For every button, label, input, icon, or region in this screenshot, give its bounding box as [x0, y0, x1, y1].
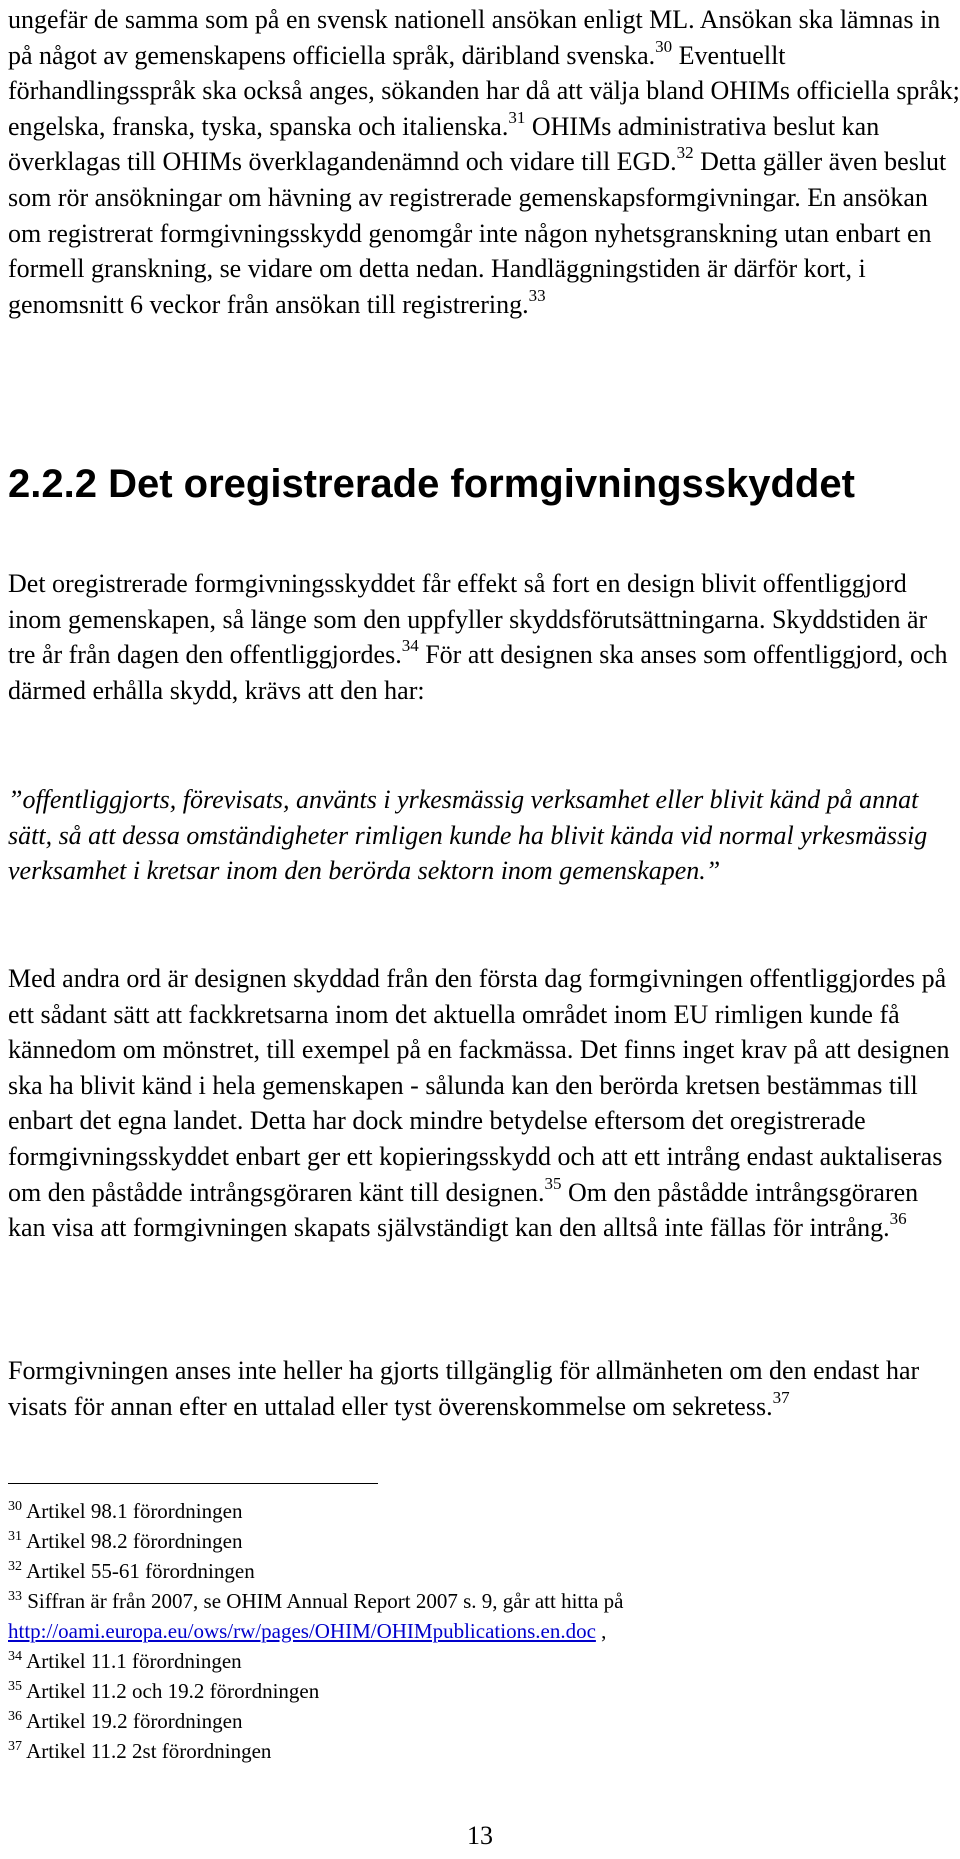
- footnote-text: Artikel 11.1 förordningen: [22, 1649, 242, 1673]
- footnote-ref-30[interactable]: 30: [655, 36, 673, 56]
- footnote: [8, 1646, 958, 1676]
- text-run: Formgivningen anses inte heller ha gjorts tillgänglig för allmänheten om den endast har visats för annan efter en uttalad eller tyst överenskommelse om sekretess.: [8, 1356, 920, 1421]
- footnote-number: 33: [8, 1589, 22, 1604]
- footnote-ref-34[interactable]: 34: [401, 636, 419, 656]
- footnotes: [8, 1496, 958, 1766]
- footnote-text: Artikel 11.2 och 19.2 förordningen: [22, 1679, 320, 1703]
- footnote-number: 35: [8, 1679, 22, 1694]
- footnote-text: Artikel 19.2 förordningen: [22, 1709, 243, 1733]
- footnote-text: Artikel 98.2 förordningen: [22, 1529, 243, 1553]
- footnote: [8, 1496, 958, 1526]
- footnote-separator: [8, 1483, 378, 1484]
- footnote-ref-31[interactable]: 31: [508, 107, 526, 127]
- text-run: ungefär de samma som på en svensk nationell ansökan enligt ML. Ansökan ska lämnas in på något av gemenskapens officiella språk, däribland svenska.: [8, 5, 941, 70]
- footnote-number: 36: [8, 1709, 22, 1724]
- footnote: [8, 1526, 958, 1556]
- footnote-ref-35[interactable]: 35: [544, 1173, 562, 1193]
- ohim-publications-link[interactable]: http://oami.europa.eu/ows/rw/pages/OHIM/OHIMpublications.en.doc: [8, 1619, 596, 1643]
- footnote-ref-36[interactable]: 36: [889, 1209, 907, 1229]
- text-run: Om den påstådde intrångsgöraren kan visa att formgivningen skapats självständigt kan den alltså inte fällas för intrång.: [8, 1177, 919, 1243]
- text-run: OHIMs administrativa beslut kan överklagas till OHIMs överklagandenämnd och vidare till EGD.: [8, 111, 880, 177]
- footnote: [8, 1706, 958, 1736]
- link-trailing-text: ,: [595, 1619, 607, 1643]
- footnote-ref-33[interactable]: 33: [528, 285, 546, 305]
- text-run: Detta gäller även beslut som rör ansökningar om hävning av registrerade gemenskapsformgivningar. En ansökan om registrerat formgivningsskydd genomgår inte någon nyhetsgranskning utan enbart en formell granskning, se vidare om detta nedan. Handläggningstiden är därför kort, i genomsnitt 6 veckor från ansökan till registrering.: [8, 147, 947, 319]
- footnote-number: 32: [8, 1559, 22, 1574]
- footnote-number: 30: [8, 1499, 22, 1514]
- footnote-number: 34: [8, 1649, 22, 1664]
- footnote-text: Artikel 55-61 förordningen: [22, 1559, 255, 1583]
- footnote: [8, 1586, 958, 1616]
- text-run: Det oregistrerade formgivningsskyddet får effekt så fort en design blivit offentliggjord inom gemenskapen, så länge som den uppfyller skyddsförutsättningarna. Skyddstiden är tre år från dagen den offentliggjordes.: [8, 569, 928, 670]
- page-number: 13: [467, 1821, 493, 1850]
- footnote-link-line: [8, 1616, 958, 1646]
- footnote-ref-37[interactable]: 37: [772, 1387, 790, 1407]
- section-heading: 2.2.2 Det oregistrerade formgivningsskyddet: [8, 462, 855, 506]
- footnote-ref-32[interactable]: 32: [676, 143, 694, 163]
- paragraph-secrecy: [8, 1353, 960, 1424]
- footnote-text: Artikel 11.2 2st förordningen: [22, 1739, 272, 1763]
- footnote: [8, 1676, 958, 1706]
- text-run: Eventuellt förhandlingsspråk ska också anges, sökanden har då att välja bland OHIMs officiella språk; engelska, franska, tyska, spanska och italienska.: [8, 40, 960, 141]
- paragraph-protection-scope: [8, 961, 960, 1246]
- paragraph-unregistered-protection: [8, 566, 960, 708]
- paragraph-application: [8, 2, 960, 322]
- text-run: Med andra ord är designen skyddad från den första dag formgivningen offentliggjordes på ett sådant sätt att fackkretsarna inom det aktuella området inom EU rimligen kunde få kännedom om mönstret, till exempel på en fackmässa. Det finns inget krav på att designen ska ha blivit känd i hela gemenskapen - sålunda kan den berörda kretsen bestämmas till enbart det egna landet. Detta har dock mindre betydelse eftersom det oregistrerade formgivningsskyddet enbart ger ett kopieringsskydd och att ett intrång endast auktaliseras om den påstådde intrångsgöraren känt till designen.: [8, 964, 950, 1207]
- text-run: För att designen ska anses som offentliggjord, och därmed erhålla skydd, krävs att den har:: [8, 640, 948, 705]
- footnote-text: Artikel 98.1 förordningen: [22, 1499, 243, 1523]
- footnote-number: 37: [8, 1739, 22, 1754]
- block-quote: ”offentliggjorts, förevisats, använts i yrkesmässig verksamhet eller blivit känd på annat sätt, så att dessa omständigheter rimligen kunde ha blivit kända vid normal yrkesmässig verksamhet i kretsar inom den berörda sektorn inom gemenskapen.”: [8, 785, 928, 886]
- footnote-text: Siffran är från 2007, se OHIM Annual Report 2007 s. 9, går att hitta på: [22, 1589, 624, 1613]
- footnote-number: 31: [8, 1529, 22, 1544]
- footnote: [8, 1736, 958, 1766]
- footnote: [8, 1556, 958, 1586]
